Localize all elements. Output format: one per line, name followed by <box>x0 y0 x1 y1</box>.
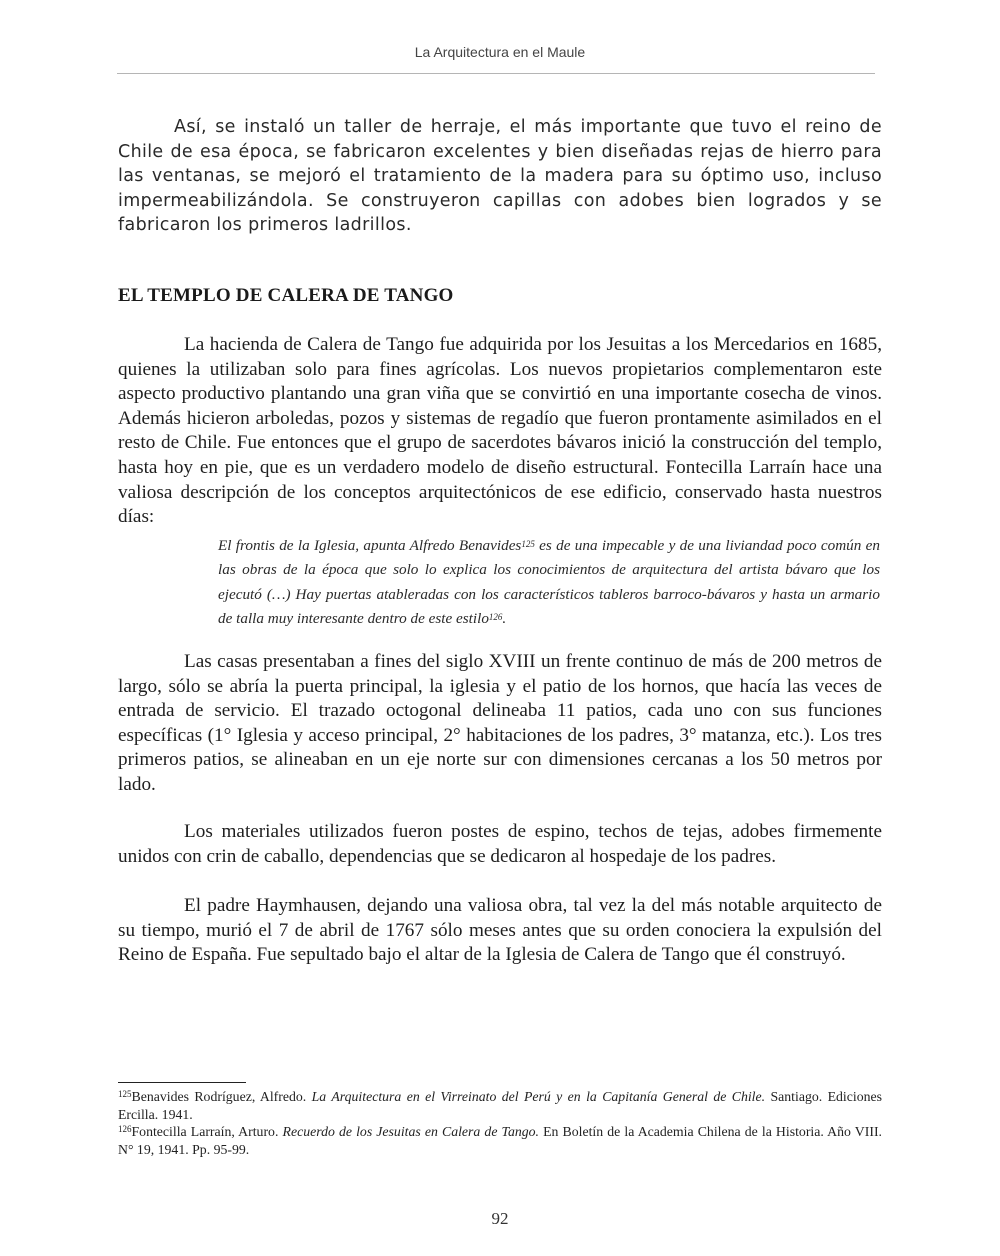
footnote-author: Benavides Rodríguez, Alfredo. <box>131 1089 312 1104</box>
running-header: La Arquitectura en el Maule <box>414 44 586 60</box>
footnote-title: Recuerdo de los Jesuitas en Calera de Tango. <box>282 1124 539 1139</box>
paragraph-3: Los materiales utilizados fueron postes de espino, techos de tejas, adobes firmemente unidos con crin de caballo, dependencias que se dedicaron al hospedaje de los padres. <box>118 821 882 867</box>
footnote-title: La Arquitectura en el Virreinato del Perú y en la Capitanía General de Chile. <box>311 1089 766 1104</box>
quote-end: . <box>502 610 507 628</box>
section-heading: EL TEMPLO DE CALERA DE TANGO <box>118 285 454 306</box>
quote-part-2: es de una impecable y de una liviandad poco común en las obras de la época que solo lo explica los conocimientos de arquitectura del artista bávaro que los ejecutó (…) Hay puertas atableradas con los característicos tableros barroco-bávaros y hasta un armario de talla muy interesante dentro de este estilo <box>218 536 880 628</box>
quote-part-1: El frontis de la Iglesia, apunta Alfredo Benavides <box>218 536 522 554</box>
footnote-number: 125 <box>118 1089 132 1099</box>
footnote-ref-126: 126 <box>488 612 503 623</box>
paragraph-2: Las casas presentaban a fines del siglo XVIII un frente continuo de más de 200 metros de largo, sólo se abría la puerta principal, la iglesia y el patio de los hornos, que hacía las veces de entrada de servicio. El trazado octogonal delineaba 11 patios, cada uno con sus funciones específicas (1° Iglesia y acceso principal, 2° habitaciones de los padres, 3° matanza, etc.). Los tres primeros patios, se alineaban en un eje norte sur con dimensiones cercanas a los 50 metros por lado. <box>118 651 882 795</box>
footnote-ref-125: 125 <box>521 538 535 549</box>
footnotes <box>118 1088 882 1158</box>
paragraph-1: La hacienda de Calera de Tango fue adquirida por los Jesuitas a los Mercedarios en 1685, quienes la utilizaban solo para fines agrícolas. Los nuevos propietarios complementaron este aspecto productivo plantando una gran viña que se convirtió en una importante cosecha de vinos. Además hicieron arboledas, pozos y sistemas de regadío que fueron prontamente asimilados en el resto de Chile. Fue entonces que el grupo de sacerdotes bávaros inició la construcción del templo, hasta hoy en pie, que es un verdadero modelo de diseño estructural. Fontecilla Larraín hace una valiosa descripción de los conceptos arquitectónicos de ese edificio, conservado hasta nuestros días: <box>118 334 882 528</box>
footnote-details: Santiago. Ediciones Ercilla. 1941. <box>118 1089 882 1122</box>
intro-paragraph: Así, se instaló un taller de herraje, el más importante que tuvo el reino de Chile de esa época, se fabricaron excelentes y bien diseñadas rejas de hierro para las ventanas, se mejoró el tratamiento de la madera para su óptimo uso, incluso impermeabilizándola. Se construyeron capillas con adobes bien logrados y se fabricaron los primeros ladrillos. <box>118 117 882 236</box>
page-number: 92 <box>491 1209 509 1228</box>
footnote-divider <box>118 1082 246 1083</box>
section-body <box>118 333 882 632</box>
footnote-number: 126 <box>118 1124 132 1134</box>
footnote-author: Fontecilla Larraín, Arturo. <box>131 1124 283 1139</box>
paragraph-4: El padre Haymhausen, dejando una valiosa obra, tal vez la del más notable arquitecto de su tiempo, murió el 7 de abril de 1767 sólo meses antes que su orden conociera la expulsión del Reino de España. Fue sepultado bajo el altar de la Iglesia de Calera de Tango que él construyó. <box>118 895 882 966</box>
header-divider <box>117 73 875 74</box>
footnote-details: En Boletín de la Academia Chilena de la Historia. Año VIII. N° 19, 1941. Pp. 95-99. <box>118 1124 882 1157</box>
footnote-125 <box>118 1088 882 1123</box>
block-quote <box>218 534 880 632</box>
footnote-126 <box>118 1123 882 1158</box>
